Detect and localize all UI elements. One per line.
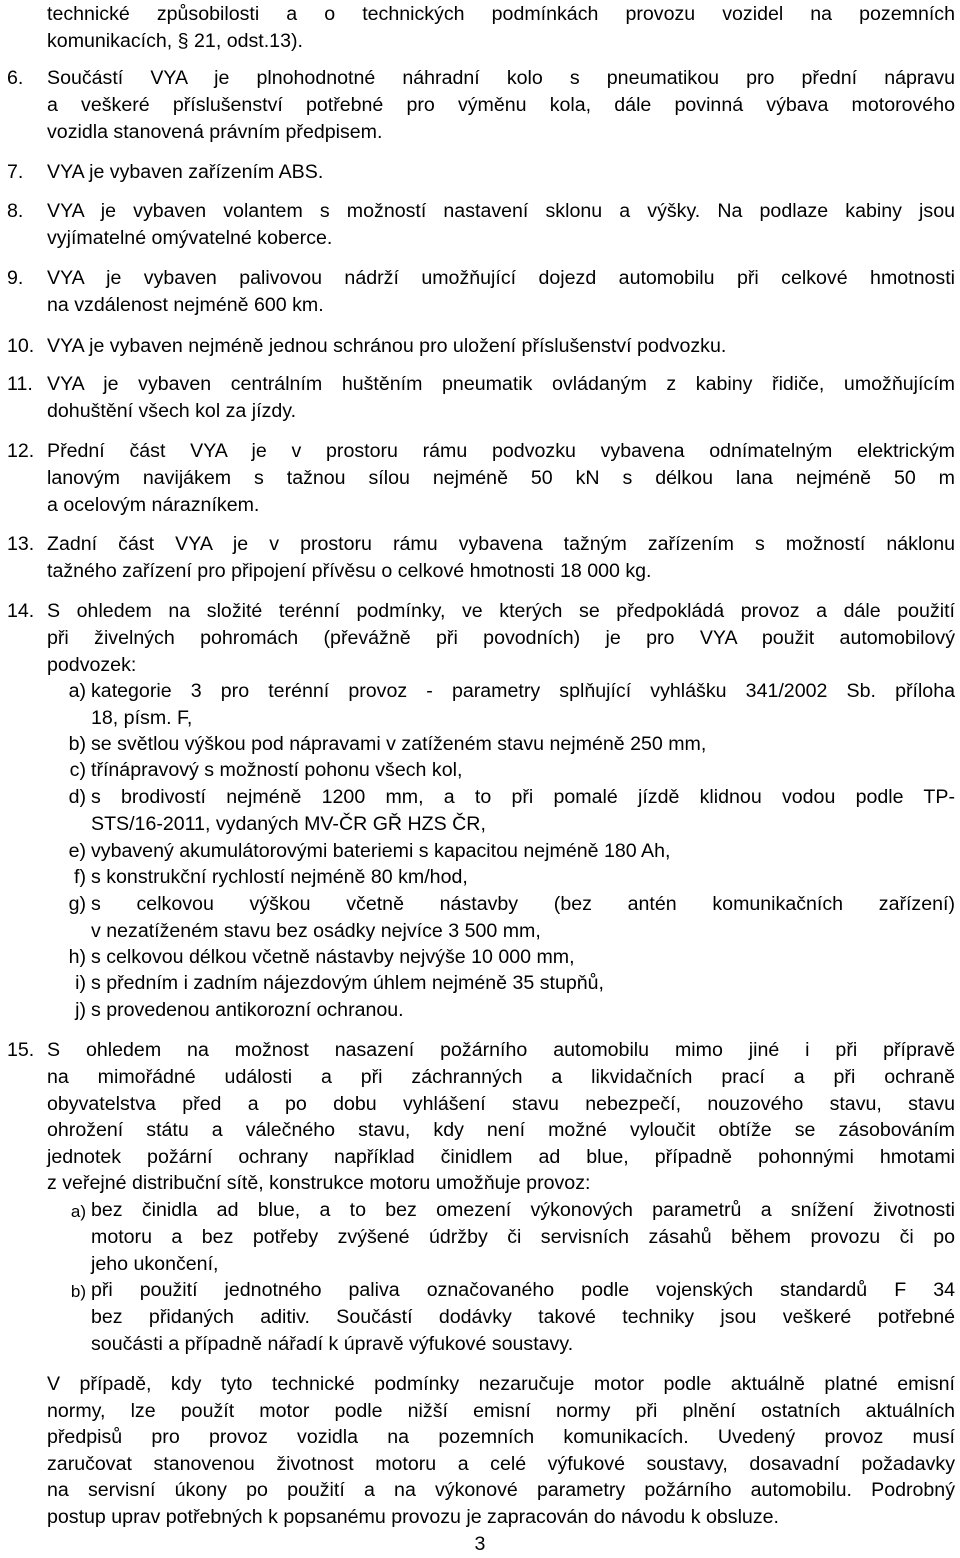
item-number: 15.	[7, 1039, 35, 1061]
item-text-line: dohuštění všech kol za jízdy.	[47, 400, 297, 422]
sub-item-text-line: jeho ukončení,	[91, 1253, 219, 1275]
item-text-line: VYA je vybaven zařízením ABS.	[47, 161, 324, 183]
item-text-line: VYA je vybaven palivovou nádrží umožňující dojezd automobilu při celkové hmotnosti	[47, 267, 955, 289]
item-text-line: komunikacích, § 21, odst.13).	[47, 30, 303, 52]
sub-item-letter: j)	[75, 999, 86, 1021]
sub-item-letter: d)	[68, 786, 86, 808]
sub-item-letter: a)	[68, 680, 86, 702]
sub-item-text-line: bez činidla ad blue, a to bez omezení výkonových parametrů a snížení životnosti	[91, 1199, 955, 1221]
item-text-line: S ohledem na možnost nasazení požárního automobilu mimo jiné i při přípravě	[47, 1039, 955, 1061]
item-number: 10.	[7, 335, 35, 357]
sub-item-text-line: 18, písm. F,	[91, 707, 193, 729]
item-text-line: obyvatelstva před a po dobu vyhlášení stavu nebezpečí, nouzového stavu, stavu	[47, 1093, 955, 1115]
sub-item-text-line: při použití jednotného paliva označovaného podle vojenských standardů F 34	[91, 1279, 955, 1301]
item-text-line: na vzdálenost nejméně 600 km.	[47, 294, 324, 316]
item-number: 8.	[7, 200, 24, 222]
item-number: 6.	[7, 67, 24, 89]
item-text-line: S ohledem na složité terénní podmínky, ve kterých se předpokládá provoz a dále použití	[47, 600, 955, 622]
closing-text-line: zaručovat stanovenou životnost motoru a celé výfukové soustavy, dosavadní požadavky	[47, 1453, 955, 1475]
item-text-line: vyjímatelné omývatelné koberce.	[47, 227, 333, 249]
item-text-line: lanovým navijákem s tažnou sílou nejméně 50 kN s délkou lana nejméně 50 m	[47, 467, 955, 489]
sub-item-letter: c)	[69, 759, 86, 781]
sub-item-letter: i)	[75, 972, 86, 994]
sub-item-text-line: s celkovou výškou včetně nástavby (bez antén komunikačních zařízení)	[91, 893, 955, 915]
sub-item-text-line: vybavený akumulátorovými bateriemi s kapacitou nejméně 180 Ah,	[91, 840, 671, 862]
item-number: 13.	[7, 533, 35, 555]
sub-item-text-line: s konstrukční rychlostí nejméně 80 km/hod,	[91, 866, 468, 888]
sub-item-text-line: součásti a případně nářadí k úpravě výfukové soustavy.	[91, 1333, 574, 1355]
sub-item-text-line: s předním i zadním nájezdovým úhlem nejméně 35 stupňů,	[91, 972, 604, 994]
closing-text-line: V případě, kdy tyto technické podmínky nezaručuje motor podle aktuálně platné emisní	[47, 1373, 955, 1395]
sub-item-text-line: kategorie 3 pro terénní provoz - parametry splňující vyhlášku 341/2002 Sb. příloha	[91, 680, 955, 702]
item-number: 12.	[7, 440, 35, 462]
item-text-line: vozidla stanovená právním předpisem.	[47, 121, 383, 143]
item-text-line: Součástí VYA je plnohodnotné náhradní kolo s pneumatikou pro přední nápravu	[47, 67, 955, 89]
sub-item-letter: b)	[70, 1282, 86, 1301]
closing-text-line: na servisní úkony po použití a na výkonové parametry požárního automobilu. Podrobný	[47, 1479, 955, 1501]
page-number: 3	[474, 1533, 486, 1555]
item-text-line: Zadní část VYA je v prostoru rámu vybavena tažným zařízením s možností náklonu	[47, 533, 955, 555]
sub-item-letter: b)	[68, 733, 86, 755]
item-text-line: při živelných pohromách (převážně při povodních) je pro VYA použit automobilový	[47, 627, 955, 649]
sub-item-letter: e)	[68, 840, 86, 862]
item-number: 9.	[7, 267, 24, 289]
item-text-line: VYA je vybaven nejméně jednou schránou pro uložení příslušenství podvozku.	[47, 335, 727, 357]
item-text-line: podvozek:	[47, 654, 137, 676]
sub-item-text-line: s brodivostí nejméně 1200 mm, a to při pomalé jízdě klidnou vodou podle TP-	[91, 786, 955, 808]
sub-item-letter: g)	[68, 893, 86, 915]
sub-item-text-line: STS/16-2011, vydaných MV-ČR GŘ HZS ČR,	[91, 813, 486, 835]
item-text-line: VYA je vybaven volantem s možností nastavení sklonu a výšky. Na podlaze kabiny jsou	[47, 200, 955, 222]
sub-item-text-line: třínápravový s možností pohonu všech kol,	[91, 759, 463, 781]
sub-item-letter: a)	[70, 1202, 86, 1221]
sub-item-text-line: s provedenou antikorozní ochranou.	[91, 999, 404, 1021]
item-number: 14.	[7, 600, 35, 622]
item-text-line: jednotek požární ochrany například činidlem ad blue, případně pohonnými hmotami	[47, 1146, 955, 1168]
item-text-line: technické způsobilosti a o technických podmínkách provozu vozidel na pozemních	[47, 3, 955, 25]
sub-item-letter: h)	[68, 946, 86, 968]
sub-item-text-line: motoru a bez potřeby zvýšené údržby či servisních zásahů během provozu či po	[91, 1226, 955, 1248]
sub-item-letter: f)	[74, 866, 86, 888]
closing-text-line: postup uprav potřebných k popsanému provozu je zapracován do návodu k obsluze.	[47, 1506, 779, 1528]
sub-item-text-line: bez přidaných aditiv. Součástí dodávky takové techniky jsou veškeré potřebné	[91, 1306, 955, 1328]
item-text-line: VYA je vybaven centrálním huštěním pneumatik ovládaným z kabiny řidiče, umožňujícím	[47, 373, 955, 395]
item-text-line: ohrožení státu a válečného stavu, kdy není možné vyloučit obtíže se zásobováním	[47, 1119, 955, 1141]
closing-text-line: normy, lze použít motor podle nižší emisní normy při plnění ostatních aktuálních	[47, 1400, 955, 1422]
sub-item-text-line: s celkovou délkou včetně nástavby nejvýše 10 000 mm,	[91, 946, 575, 968]
item-text-line: a ocelovým nárazníkem.	[47, 494, 260, 516]
item-text-line: na mimořádné události a při záchranných a likvidačních prací a při ochraně	[47, 1066, 955, 1088]
item-text-line: z veřejné distribuční sítě, konstrukce motoru umožňuje provoz:	[47, 1172, 591, 1194]
closing-text-line: předpisů pro provoz vozidla na pozemních komunikacích. Uvedený provoz musí	[47, 1426, 955, 1448]
item-number: 7.	[7, 161, 24, 183]
sub-item-text-line: se světlou výškou pod nápravami v zatíženém stavu nejméně 250 mm,	[91, 733, 707, 755]
sub-item-text-line: v nezatíženém stavu bez osádky nejvíce 3 500 mm,	[91, 920, 541, 942]
item-text-line: Přední část VYA je v prostoru rámu podvozku vybavena odnímatelným elektrickým	[47, 440, 955, 462]
item-text-line: tažného zařízení pro připojení přívěsu o celkové hmotnosti 18 000 kg.	[47, 560, 652, 582]
item-text-line: a veškeré příslušenství potřebné pro výměnu kola, dále povinná výbava motorového	[47, 94, 955, 116]
item-number: 11.	[7, 373, 33, 395]
